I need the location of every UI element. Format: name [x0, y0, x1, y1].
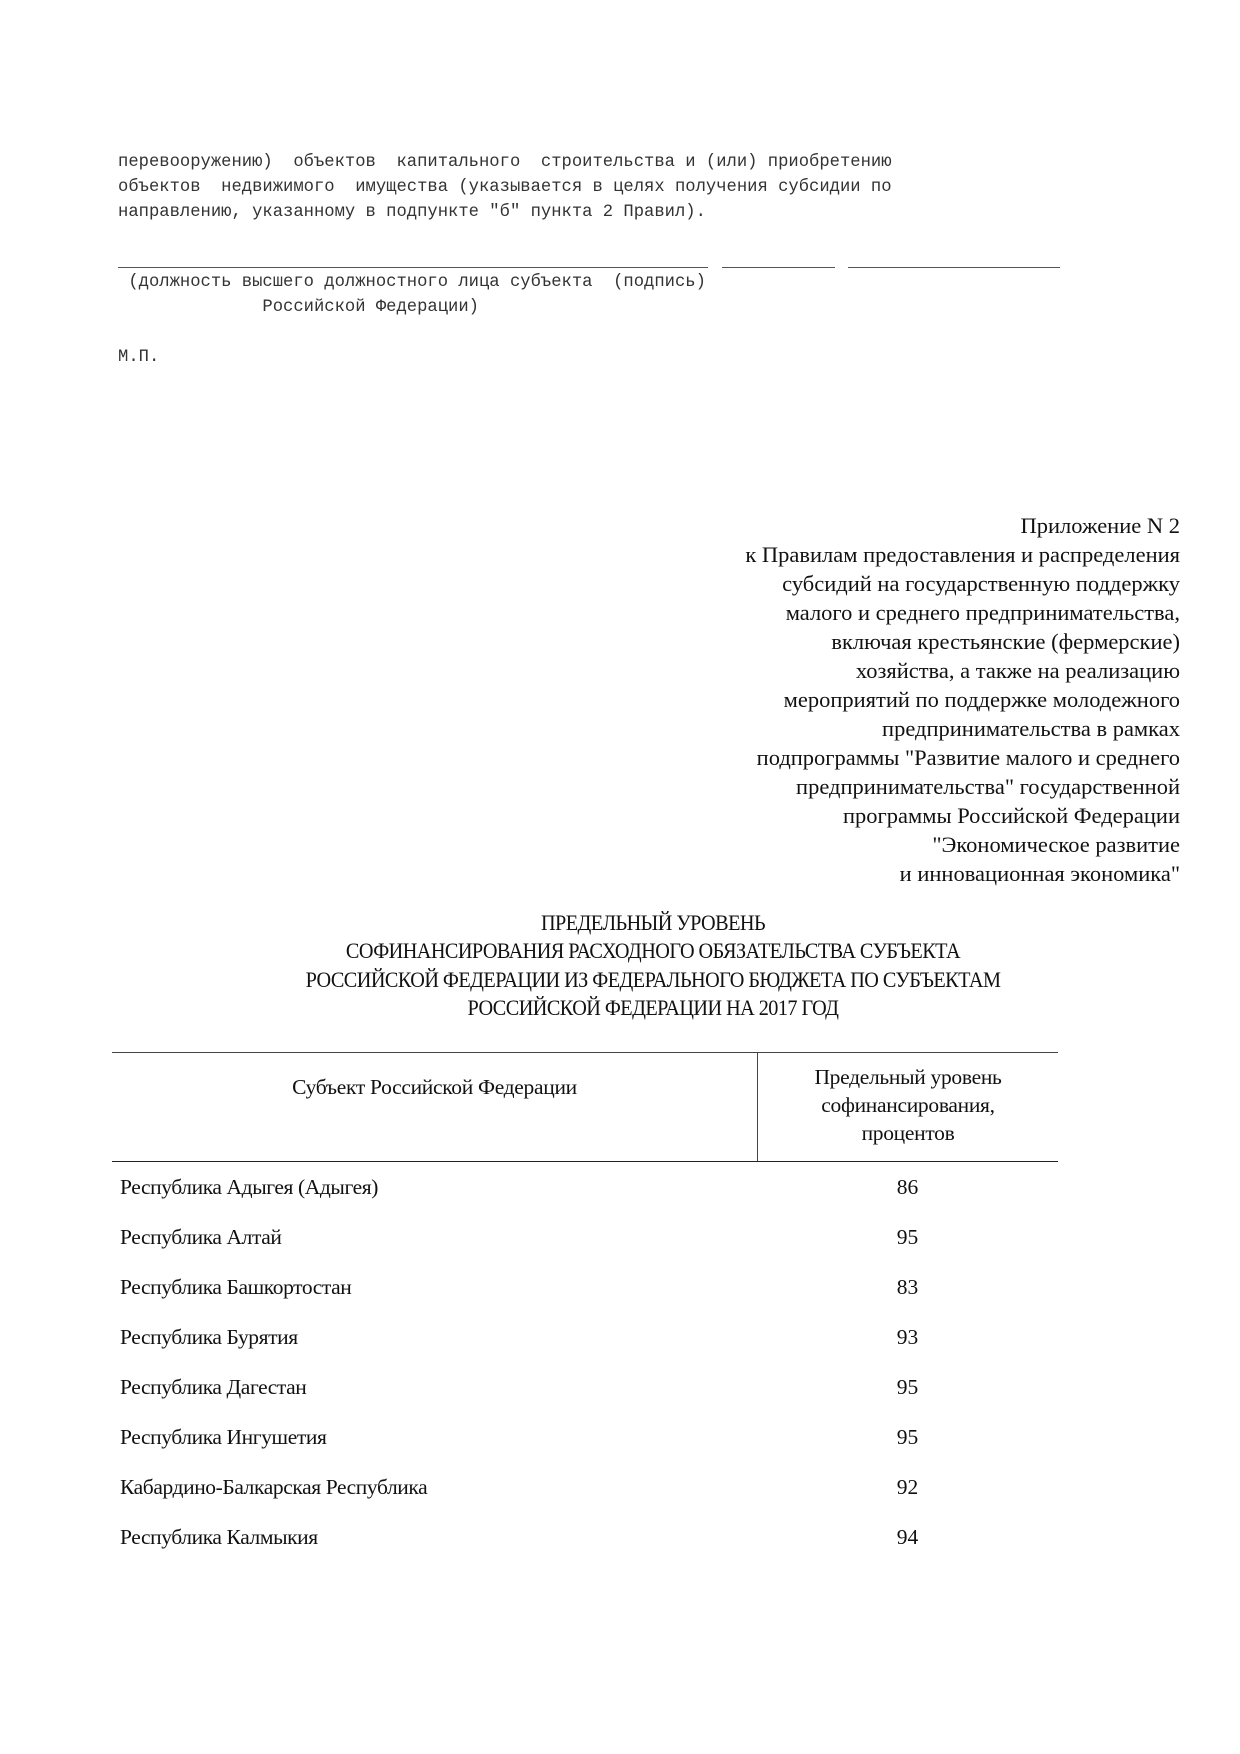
header-level-line: процентов — [861, 1121, 955, 1145]
signature-line — [722, 267, 835, 268]
cell-level: 95 — [896, 1225, 919, 1249]
header-level — [757, 1053, 1058, 1161]
cell-level: 95 — [896, 1375, 919, 1399]
name-signature-line — [848, 267, 1060, 268]
title-line: ПРЕДЕЛЬНЫЙ УРОВЕНЬ — [540, 910, 766, 935]
cell-level: 95 — [896, 1425, 919, 1449]
cell-subject: Республика Бурятия — [120, 1325, 298, 1349]
appendix-line: Приложение N 2 — [1020, 513, 1180, 538]
table-row — [112, 1412, 1058, 1462]
title-line: СОФИНАНСИРОВАНИЯ РАСХОДНОГО ОБЯЗАТЕЛЬСТВА СУБЪЕКТА — [345, 938, 961, 964]
cell-subject: Республика Алтай — [120, 1225, 282, 1249]
cell-subject: Республика Адыгея (Адыгея) — [120, 1175, 378, 1199]
cell-subject: Кабардино-Балкарская Республика — [120, 1475, 428, 1499]
table-row — [112, 1312, 1058, 1362]
table-row — [112, 1212, 1058, 1262]
table-row — [112, 1512, 1058, 1562]
table-row — [112, 1462, 1058, 1512]
document-title — [193, 909, 1113, 1022]
title-line: РОССИЙСКОЙ ФЕДЕРАЦИИ ИЗ ФЕДЕРАЛЬНОГО БЮДЖЕТА ПО СУБЪЕКТАМ — [305, 966, 1001, 992]
cell-level: 94 — [896, 1525, 919, 1549]
appendix-line: программы Российской Федерации — [843, 803, 1180, 828]
signature-caption-line: Российской Федерации) — [118, 298, 479, 317]
preamble-line: перевооружению) объектов капитального строительства и (или) приобретению — [118, 153, 892, 172]
header-subject: Субъект Российской Федерации — [292, 1075, 577, 1099]
title-line: РОССИЙСКОЙ ФЕДЕРАЦИИ НА 2017 ГОД — [467, 994, 839, 1020]
signature-caption — [118, 270, 706, 327]
appendix-line: "Экономическое развитие — [932, 832, 1180, 857]
table-row — [112, 1162, 1058, 1212]
header-level-line: софинансирования, — [821, 1093, 995, 1117]
position-signature-line — [118, 267, 708, 268]
appendix-line: субсидий на государственную поддержку — [782, 571, 1180, 596]
cell-level: 93 — [896, 1325, 919, 1349]
table-header — [112, 1052, 1058, 1162]
cell-subject: Республика Ингушетия — [120, 1425, 327, 1449]
appendix-line: малого и среднего предпринимательства, — [785, 600, 1180, 625]
appendix-line: предпринимательства" государственной — [796, 774, 1180, 799]
appendix-line: включая крестьянские (фермерские) — [831, 629, 1180, 654]
cell-subject: Республика Башкортостан — [120, 1275, 352, 1299]
preamble-paragraph — [118, 150, 892, 226]
cell-level: 92 — [896, 1475, 919, 1499]
appendix-line: предпринимательства в рамках — [882, 716, 1180, 741]
appendix-header — [620, 511, 1180, 888]
stamp-label — [118, 345, 160, 383]
table-row — [112, 1262, 1058, 1312]
appendix-line: хозяйства, а также на реализацию — [855, 658, 1180, 683]
appendix-line: мероприятий по поддержке молодежного — [783, 687, 1180, 712]
appendix-line: подпрограммы "Развитие малого и среднего — [756, 745, 1180, 770]
table-row — [112, 1362, 1058, 1412]
cell-subject: Республика Дагестан — [120, 1375, 307, 1399]
signature-caption-line: (должность высшего должностного лица субъекта (подпись) — [118, 273, 706, 292]
cell-level: 86 — [896, 1175, 919, 1199]
preamble-line: объектов недвижимого имущества (указывается в целях получения субсидии по — [118, 178, 892, 197]
cell-subject: Республика Калмыкия — [120, 1525, 318, 1549]
header-level-line: Предельный уровень — [814, 1065, 1002, 1089]
cell-level: 83 — [896, 1275, 919, 1299]
stamp-text: М.П. — [118, 348, 160, 367]
appendix-line: к Правилам предоставления и распределения — [745, 542, 1180, 567]
preamble-line: направлению, указанному в подпункте "б" пункта 2 Правил). — [118, 203, 706, 222]
cofinancing-table — [112, 1052, 1058, 1562]
appendix-line: и инновационная экономика" — [899, 861, 1180, 886]
